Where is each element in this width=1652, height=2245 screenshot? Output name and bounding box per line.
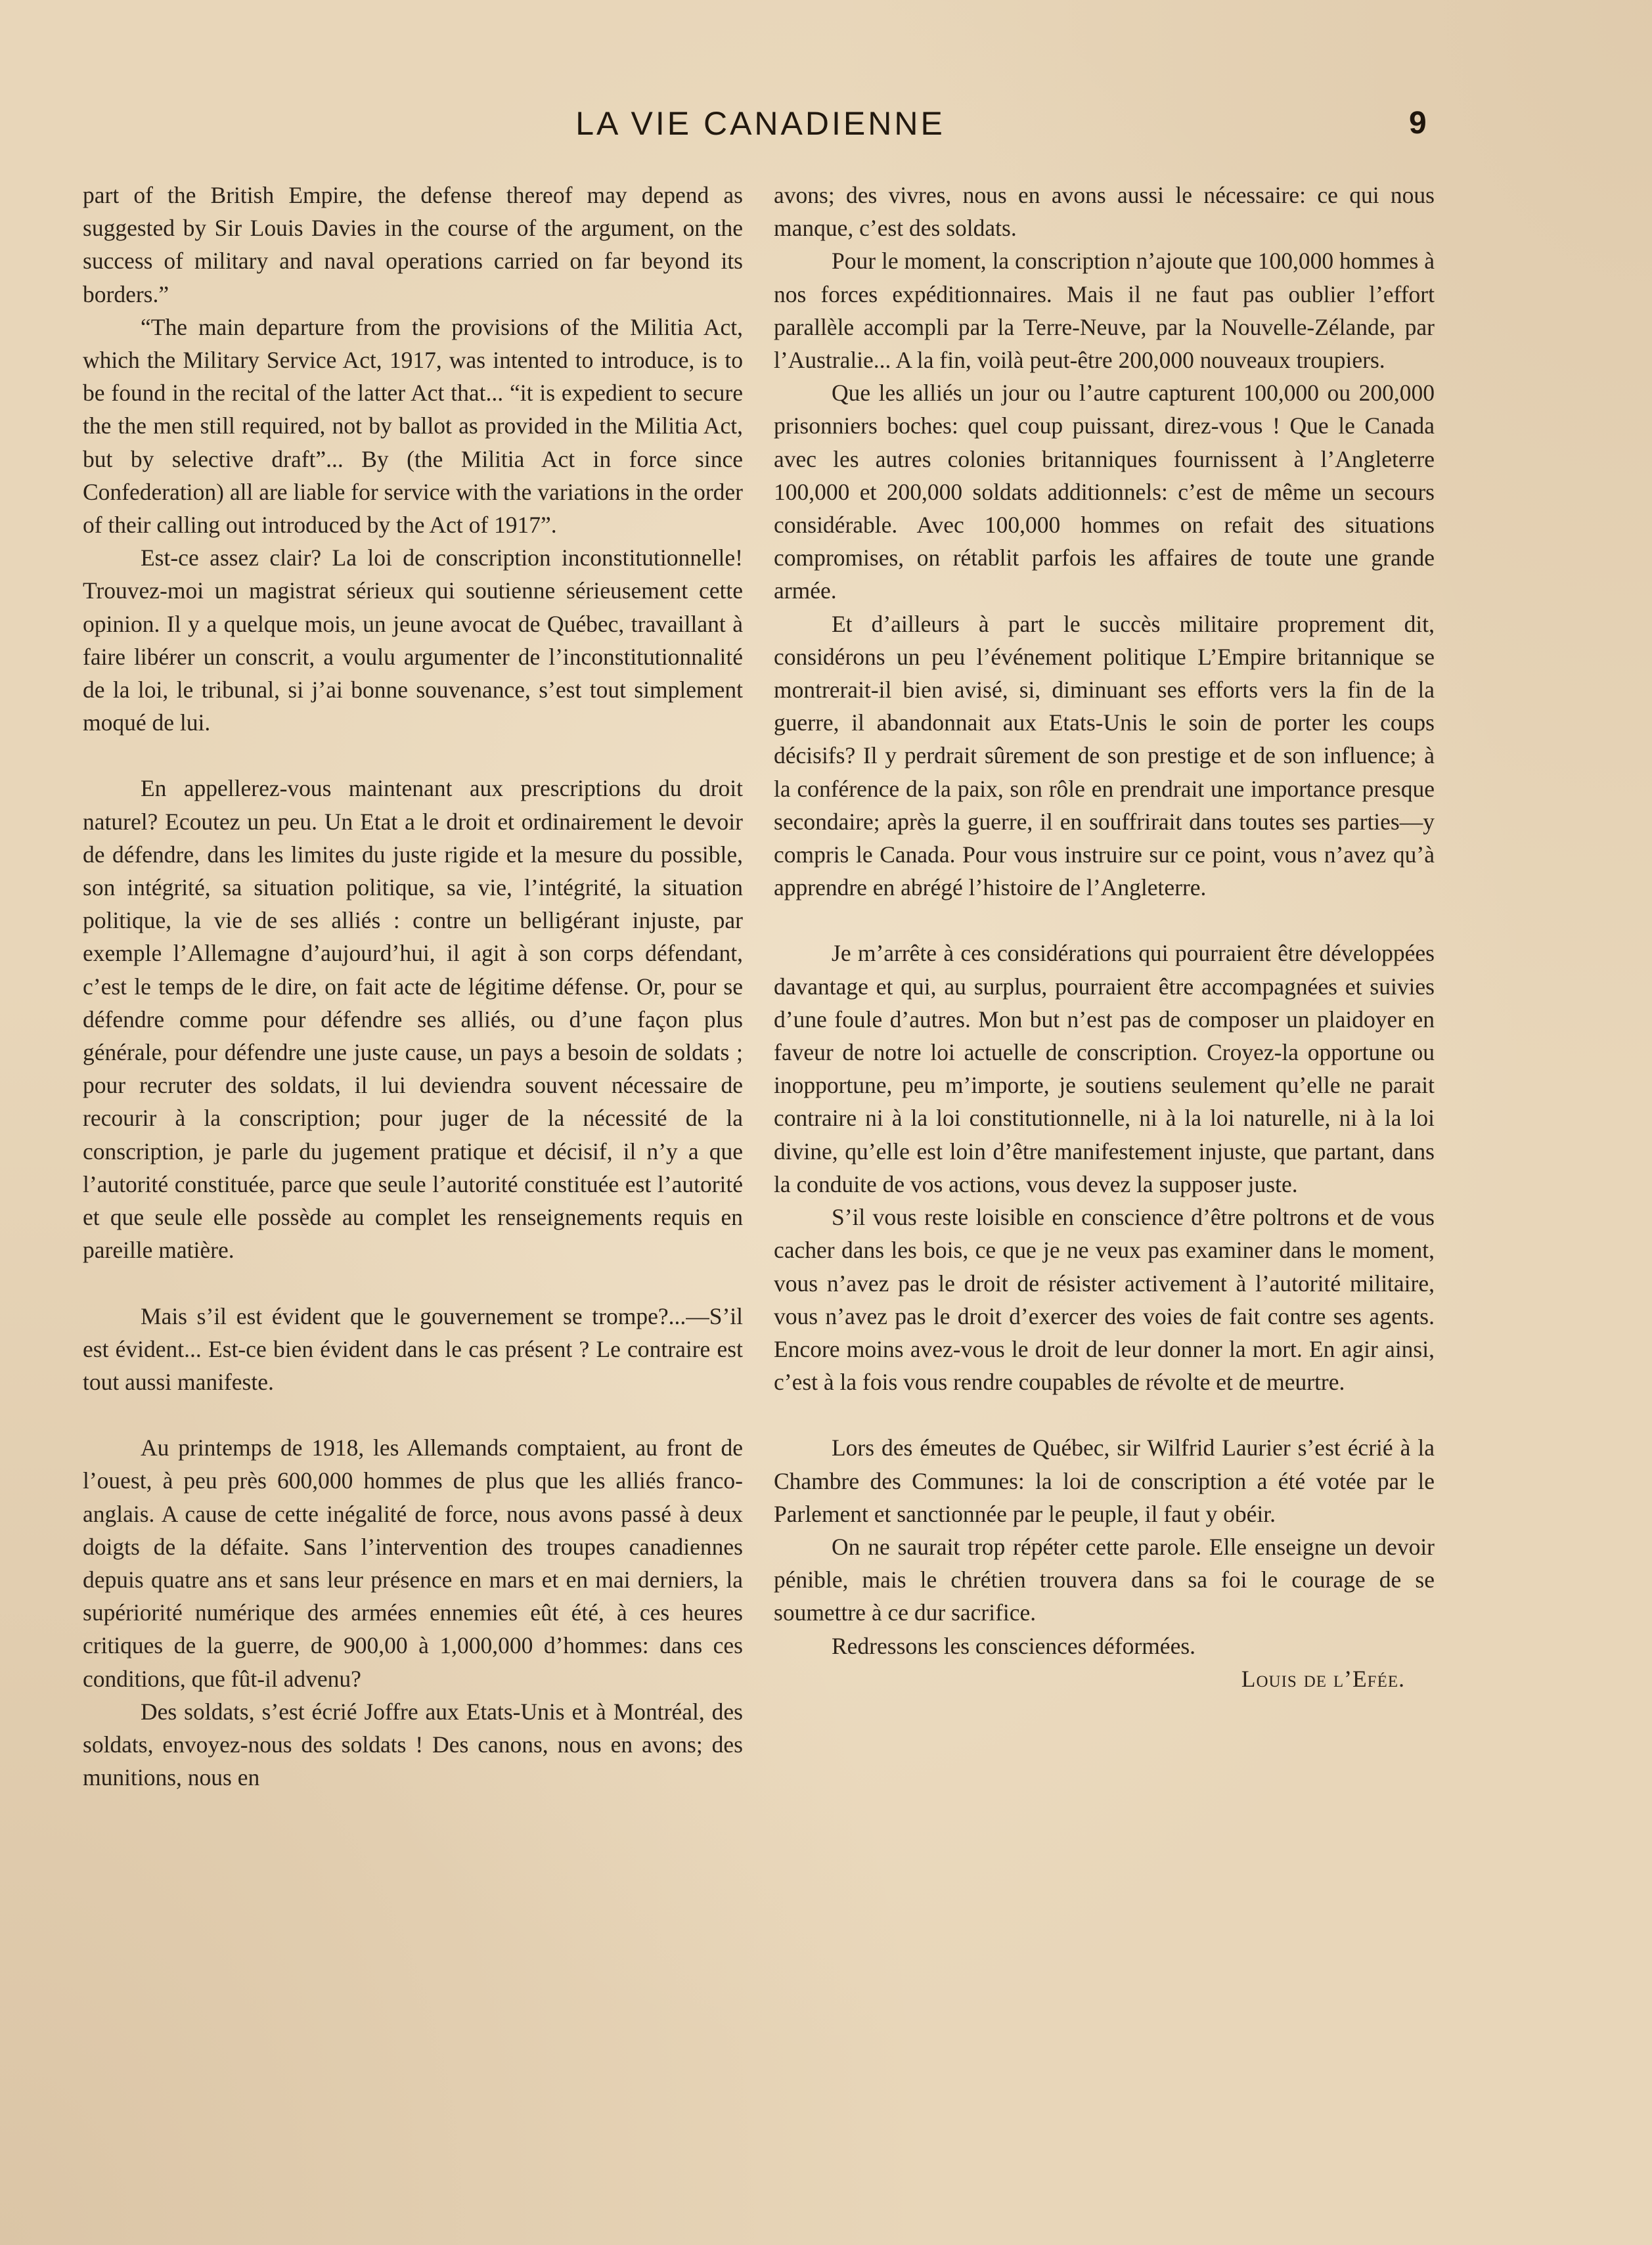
- paragraph: “The main departure from the provisions of the Militia Act, which the Military Service Act, 1917, was intented to introduce, is to be found in the recital of the latter Act that... “it is expedient to secure the the men still required, not by ballot as provided in the Militia Act, but by selective draft”... By (the Militia Act in force since Confederation) all are liable for service with the variations in the order of their calling out introduced by the Act of 1917”.: [83, 313, 743, 539]
- running-header: [0, 104, 1652, 143]
- author-signature: Louis de l’Efée.: [1241, 1665, 1405, 1692]
- paragraph: Pour le moment, la conscription n’ajoute que 100,000 hommes à nos forces expéditionnaires. Mais il ne faut pas oublier l’effort parallèle accompli par la Terre-Neuve, par la Nouvelle-Zélande, par l’Australie... A la fin, voilà peut-être 200,000 nouveaux troupiers.: [774, 248, 1435, 374]
- publication-title: LA VIE CANADIENNE: [575, 105, 945, 142]
- paragraph: part of the British Empire, the defense thereof may depend as suggested by Sir Louis Davies in the course of the argument, on the success of military and naval operations carried on far beyond its borders.”: [83, 182, 743, 307]
- paragraph: On ne saurait trop répéter cette parole. Elle enseigne un devoir pénible, mais le chrétien trouvera dans sa foi le courage de se soumettre à ce dur sacrifice.: [774, 1533, 1435, 1626]
- paragraph: Au printemps de 1918, les Allemands comptaient, au front de l’ouest, à peu près 600,000 hommes de plus que les alliés franco-anglais. A cause de cette inégalité de force, nous avons passé à deux doigts de la défaite. Sans l’intervention des troupes canadiennes depuis quatre ans et sans leur présence en mars et en mai derniers, la supériorité numérique des armées ennemies eût été, à ces heures critiques de la guerre, de 900,00 à 1,000,000 d’hommes: dans ces conditions, que fût-il advenu?: [83, 1434, 743, 1692]
- paragraph: Des soldats, s’est écrié Joffre aux Etats-Unis et à Montréal, des soldats, envoyez-nous des soldats ! Des canons, nous en avons; des munitions, nous en: [83, 1698, 743, 1791]
- paragraph: S’il vous reste loisible en conscience d’être poltrons et de vous cacher dans les bois, ce que je ne veux pas examiner dans le moment, vous n’avez pas le droit de résister activement à l’autorité militaire, vous n’avez pas le droit d’exercer des voies de fait contre ses agents. Encore moins avez-vous le droit de leur donner la mort. En agir ainsi, c’est à la fois vous rendre coupables de révolte et de meurtre.: [774, 1204, 1435, 1396]
- paragraph: avons; des vivres, nous en avons aussi le nécessaire: ce qui nous manque, c’est des soldats.: [774, 182, 1435, 242]
- left-column: [83, 179, 743, 1794]
- paragraph: Que les alliés un jour ou l’autre capturent 100,000 ou 200,000 prisonniers boches: quel coup puissant, direz-vous ! Que le Canada avec les autres colonies britanniques fournissent à l’Angleterre 100,000 et 200,000 soldats additionnels: c’est de même un secours considérable. Avec 100,000 hommes on refait des situations compromises, on rétablit parfois les affaires de toute une grande armée.: [774, 380, 1435, 604]
- paragraph: Je m’arrête à ces considérations qui pourraient être développées davantage et qui, au surplus, pourraient être accompagnées et suivies d’une foule d’autres. Mon but n’est pas de composer un plaidoyer en faveur de notre loi actuelle de conscription. Croyez-la opportune ou inopportune, peu m’importe, je soutiens seulement qu’elle ne parait contraire ni à la loi constitutionnelle, ni à la loi naturelle, ni à la loi divine, qu’elle est loin d’être manifestement injuste, que partant, dans la conduite de vos actions, vous devez la supposer juste.: [774, 940, 1435, 1197]
- paragraph: Redressons les consciences déformées.: [832, 1632, 1196, 1659]
- page-number: 9: [1409, 106, 1427, 141]
- paragraph: Mais s’il est évident que le gouvernement se trompe?...—S’il est évident... Est-ce bien évident dans le cas présent ? Le contraire est tout aussi manifeste.: [83, 1302, 743, 1395]
- paragraph: En appellerez-vous maintenant aux prescriptions du droit naturel? Ecoutez un peu. Un Etat a le droit et ordinairement le devoir de défendre, dans les limites du juste rigide et la mesure du possible, son intégrité, sa situation politique, sa vie, l’intégrité, la situation politique, la vie de ses alliés : contre un belligérant injuste, par exemple l’Allemagne d’aujourd’hui, il agit à son corps défendant, c’est le temps de le dire, on fait acte de légitime défense. Or, pour se défendre comme pour défendre ses alliés, ou d’une façon plus générale, pour défendre une juste cause, un pays a besoin de soldats ; pour recruter des soldats, il lui deviendra souvent nécessaire de recourir à la conscription; pour juger de la nécessité de la conscription, je parle du jugement pratique et décisif, il n’y a que l’autorité constituée, parce que seule l’autorité constituée est l’autorité et que seule elle possède au complet les renseignements requis en pareille matière.: [83, 775, 743, 1264]
- paragraph: Et d’ailleurs à part le succès militaire proprement dit, considérons un peu l’événement politique L’Empire britannique se montrerait-il bien avisé, si, diminuant ses efforts vers la fin de la guerre, il abandonnait aux Etats-Unis le soin de porter les coups décisifs? Il y perdrait sûrement de son prestige et de son influence; à la conférence de la paix, son rôle en prendrait une importance presque secondaire; après la guerre, il en souffrirait dans toutes ses parties—y compris le Canada. Pour vous instruire sur ce point, vous n’avez qu’à apprendre en abrégé l’histoire de l’Angleterre.: [774, 610, 1435, 901]
- paragraph: Lors des émeutes de Québec, sir Wilfrid Laurier s’est écrié à la Chambre des Communes: la loi de conscription a été votée par le Parlement et sanctionnée par le peuple, il faut y obéir.: [774, 1434, 1435, 1527]
- paragraph: Est-ce assez clair? La loi de conscription inconstitutionnelle! Trouvez-moi un magistrat sérieux qui soutienne sérieusement cette opinion. Il y a quelque mois, un jeune avocat de Québec, travaillant à faire libérer un conscrit, a voulu argumenter de l’inconstitutionnalité de la loi, le tribunal, si j’ai bonne souvenance, s’est tout simplement moqué de lui.: [83, 545, 743, 736]
- right-column: [774, 179, 1435, 1695]
